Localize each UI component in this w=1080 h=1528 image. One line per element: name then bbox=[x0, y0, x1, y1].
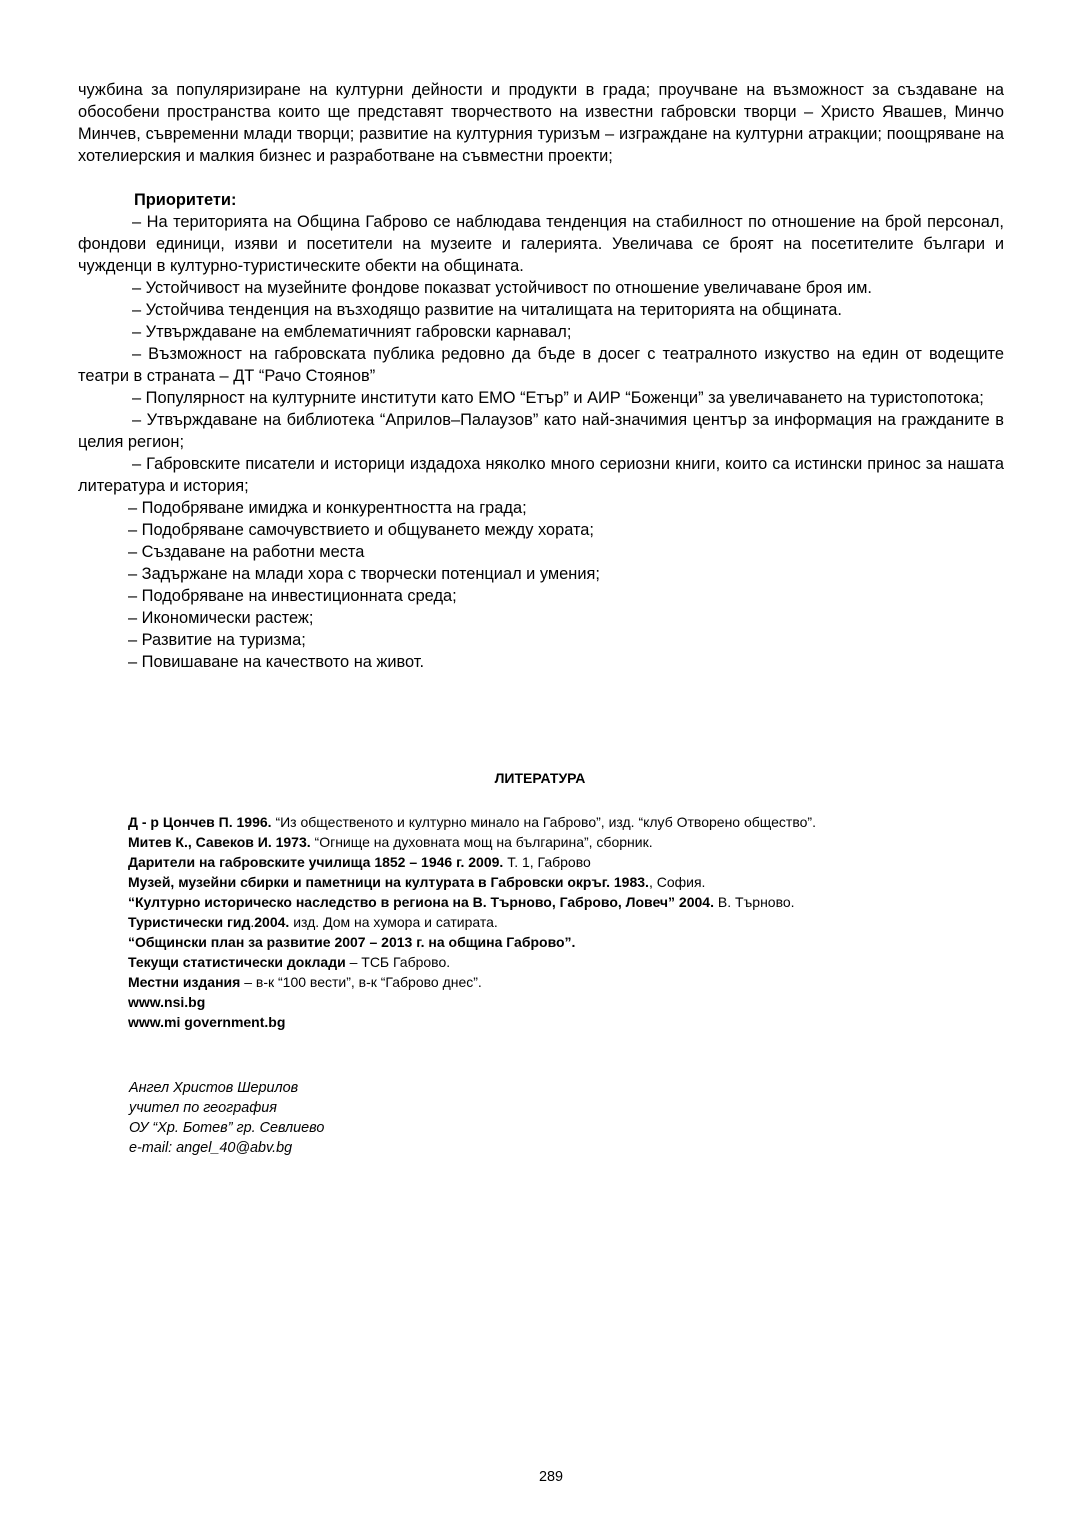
priority-list-item: – Задържане на млади хора с творчески потенциал и умения; bbox=[128, 565, 600, 583]
priority-list-item: – Повишаване на качеството на живот. bbox=[128, 653, 425, 671]
reference-text: “Огнище на духовната мощ на българина”, сборник. bbox=[310, 834, 653, 850]
page-number: 289 bbox=[538, 1469, 563, 1485]
reference-text: . bbox=[250, 914, 255, 930]
priority-list-item: – Създаване на работни места bbox=[128, 543, 365, 561]
reference-text: “Из общественото и културно минало на Габрово”, изд. “клуб Отворено общество”. bbox=[271, 814, 816, 830]
priority-item: – На територията на Община Габрово се наблюдава тенденция на стабилност по отношение на брой персонал, фондови единици, изяви и посетители на музеите и галерията. Увеличава се броят на посетителите българи и чужденци в културно-туристическите обекти на общината. bbox=[78, 213, 1004, 275]
priority-list-item: – Развитие на туризма; bbox=[128, 631, 306, 649]
author-email: e-mail: angel_40@abv.bg bbox=[129, 1140, 293, 1156]
priority-list-item: – Икономически растеж; bbox=[128, 609, 314, 627]
intro-paragraph: чужбина за популяризиране на културни дейности и продукти в града; проучване на възможност за създаване на обособени пространства които ще представят творчеството на известни габровски творци – Христо Явашев, Минчо Минчев, съвременни млади творци; развитие на културния туризъм – изграждане на културни атракции; поощряване на хотелиерския и малкия бизнес и разработване на съвместни проекти; bbox=[78, 81, 1004, 165]
reference-link: www.nsi.bg bbox=[128, 994, 206, 1010]
author-position: учител по география bbox=[129, 1100, 277, 1116]
reference-text: – в-к “100 вести”, в-к “Габрово днес”. bbox=[240, 974, 482, 990]
reference-link: www.mi government.bg bbox=[128, 1014, 286, 1030]
reference-bold: Текущи статистически доклади bbox=[128, 954, 346, 970]
reference-item bbox=[128, 872, 1008, 892]
reference-item bbox=[128, 892, 1008, 912]
reference-item bbox=[128, 952, 1008, 972]
reference-item bbox=[128, 992, 1008, 1012]
references-list bbox=[128, 812, 1008, 1032]
reference-item bbox=[128, 932, 1008, 952]
reference-bold: “Културно историческо наследство в региона на В. Търново, Габрово, Ловеч” 2004. bbox=[128, 894, 714, 910]
reference-bold: Местни издания bbox=[128, 974, 241, 990]
reference-item bbox=[128, 972, 1008, 992]
reference-bold: Д - р Цончев П. 1996. bbox=[128, 814, 272, 830]
priorities-heading: Приоритети: bbox=[134, 191, 237, 209]
reference-item bbox=[128, 912, 1008, 932]
priority-item: – Възможност на габровската публика редовно да бъде в досег с театралното изкуство на един от водещите театри в страната – ДТ “Рачо Стоянов” bbox=[78, 345, 1004, 385]
reference-bold: Музей, музейни сбирки и паметници на културата в Габровски окръг. 1983. bbox=[128, 874, 649, 890]
reference-text: Т. 1, Габрово bbox=[503, 854, 591, 870]
reference-bold: “Общински план за развитие 2007 – 2013 г. на община Габрово”. bbox=[128, 934, 576, 950]
priority-item: – Устойчива тенденция на възходящо развитие на читалищата на територията на общината. bbox=[132, 301, 842, 319]
reference-text: изд. Дом на хумора и сатирата. bbox=[289, 914, 498, 930]
reference-text: – ТСБ Габрово. bbox=[345, 954, 451, 970]
reference-bold: Туристически гид bbox=[128, 914, 251, 930]
priority-item: – Устойчивост на музейните фондове показват устойчивост по отношение увеличаване броя им. bbox=[132, 279, 872, 297]
spacer bbox=[78, 167, 1004, 189]
priority-list-item: – Подобряване на инвестиционната среда; bbox=[128, 587, 457, 605]
reference-item bbox=[128, 832, 1008, 852]
reference-item bbox=[128, 852, 1008, 872]
reference-bold: Дарители на габровските училища 1852 – 1946 г. 2009. bbox=[128, 854, 504, 870]
author-name: Ангел Христов Шерилов bbox=[129, 1080, 299, 1096]
reference-bold: Митев К., Савеков И. 1973. bbox=[128, 834, 311, 850]
reference-item bbox=[128, 812, 1008, 832]
priority-item: – Популярност на културните институти като ЕМО “Етър” и АИР “Боженци” за увеличаването на туристопотока; bbox=[132, 389, 984, 407]
priority-item: – Габровските писатели и историци издадоха няколко много сериозни книги, които са истински принос за нашата литература и история; bbox=[78, 455, 1004, 495]
reference-bold: 2004. bbox=[254, 914, 290, 930]
author-school: ОУ “Хр. Ботев” гр. Севлиево bbox=[129, 1120, 325, 1136]
author-signature bbox=[129, 1078, 629, 1158]
reference-text: В. Търново. bbox=[713, 894, 795, 910]
main-text-block bbox=[78, 79, 1004, 673]
priority-item: – Утвърждаване на емблематичният габровски карнавал; bbox=[132, 323, 572, 341]
reference-text: , София. bbox=[648, 874, 706, 890]
literature-heading: ЛИТЕРАТУРА bbox=[494, 770, 586, 786]
priority-item: – Утвърждаване на библиотека “Априлов–Палаузов” като най-значимия център за информация на гражданите в целия регион; bbox=[78, 411, 1004, 451]
priority-list-item: – Подобряване имиджа и конкурентността на града; bbox=[128, 499, 527, 517]
reference-item bbox=[128, 1012, 1008, 1032]
priority-list-item: – Подобряване самочувствието и общуването между хората; bbox=[128, 521, 594, 539]
